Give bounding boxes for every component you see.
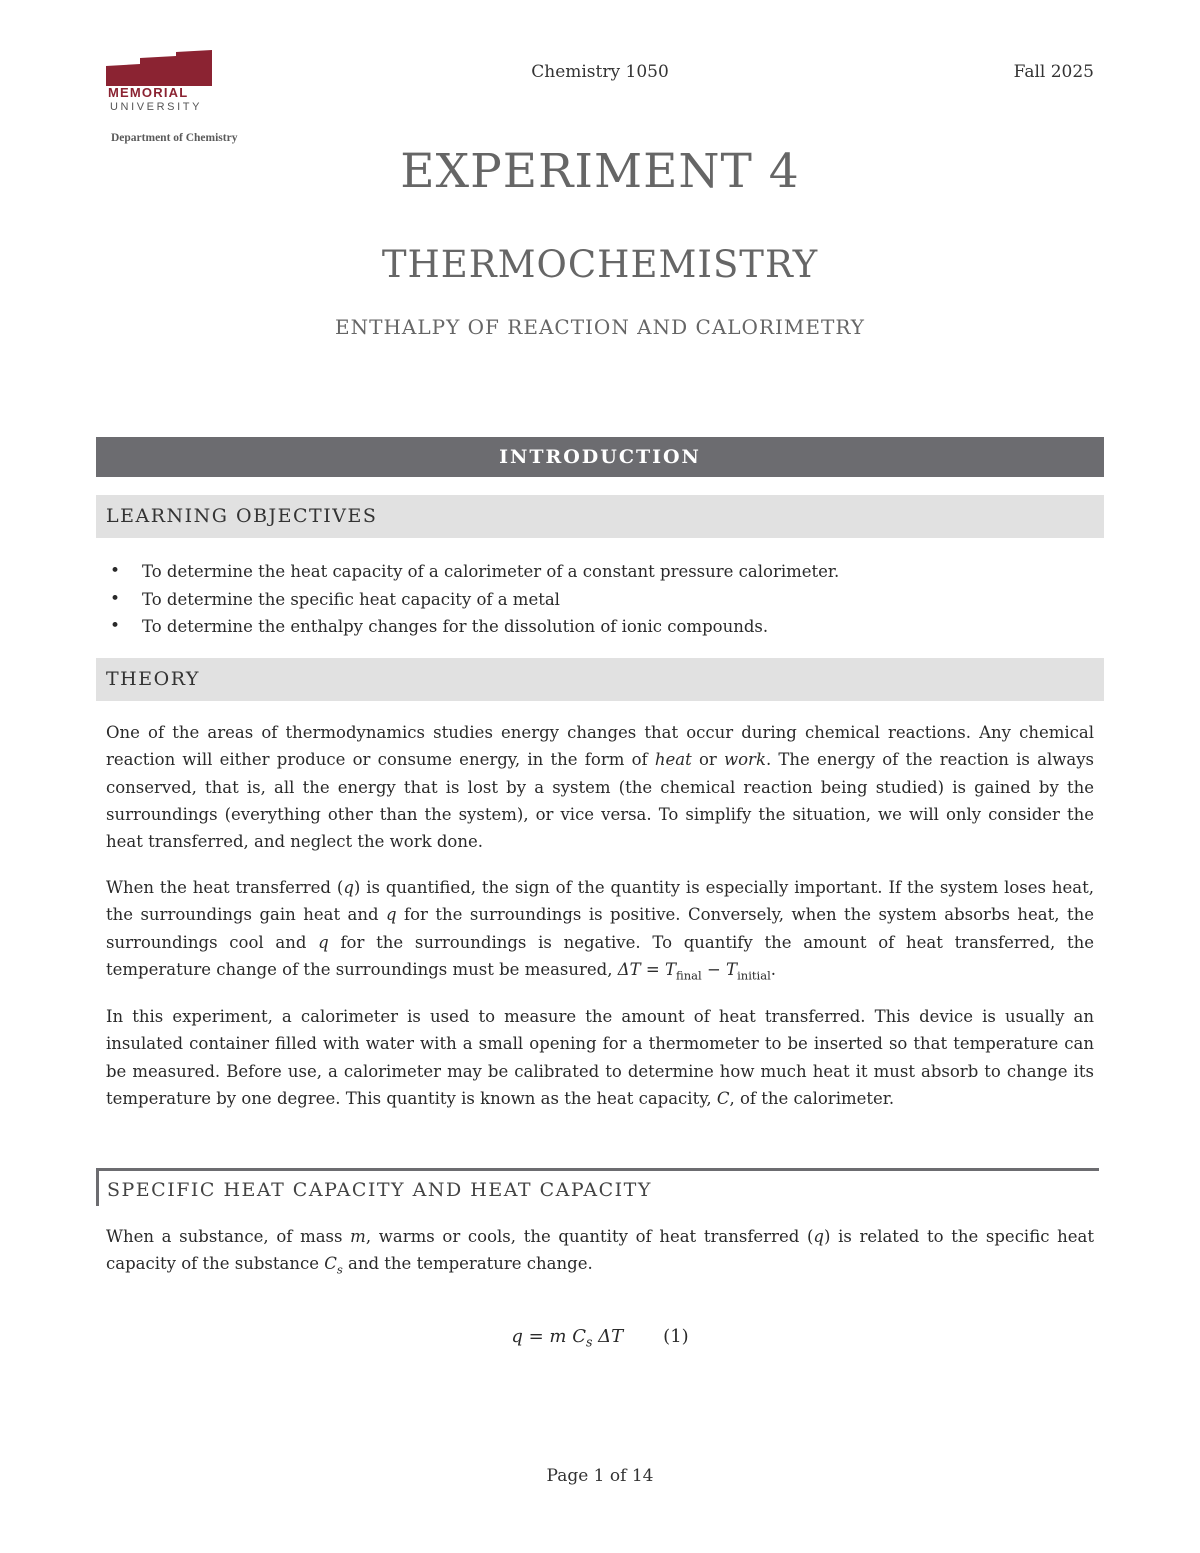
equation-number: (1) [663, 1326, 689, 1347]
header-course: Chemistry 1050 [531, 62, 669, 82]
introduction-banner: INTRODUCTION [96, 437, 1104, 477]
specific-heat-heading: SPECIFIC HEAT CAPACITY AND HEAT CAPACITY [96, 1168, 1099, 1206]
page-number: Page 1 of 14 [546, 1466, 654, 1486]
objectives-list [106, 558, 1086, 641]
theory-heading: THEORY [96, 658, 1104, 701]
topic-title: THERMOCHEMISTRY [381, 243, 819, 286]
list-item: • To determine the enthalpy changes for the dissolution of ionic compounds. [106, 613, 1086, 641]
specific-heat-paragraph: When a substance, of mass m, warms or cools, the quantity of heat transferred (q) is related to the specific heat capacity of the substance $C_s$ and the temperature change. [106, 1227, 1095, 1277]
equation-1: q = m $C_s$ ΔT (1) [511, 1326, 689, 1350]
experiment-title: EXPERIMENT 4 [400, 144, 800, 199]
list-item: • To determine the heat capacity of a calorimeter of a constant pressure calorimeter. [106, 558, 1086, 586]
subtitle: ENTHALPY OF REACTION AND CALORIMETRY [335, 315, 865, 339]
learning-objectives-heading: LEARNING OBJECTIVES [96, 495, 1104, 538]
logo-line2: UNIVERSITY [110, 101, 203, 113]
logo-line1: MEMORIAL [108, 85, 189, 100]
theory-paragraph-2: When the heat transferred (q) is quantified, the sign of the quantity is especially important. If the system loses heat, the surroundings gain heat and q for the surroundings is positive. Conversely, when the system absorbs heat, the surroundings cool and q for the surroundings is negative. To quantify the amount of heat transferred, the temperature change of the surroundings must be measured, $\Delta T = T_{final} - T_{initial}$. [106, 878, 1095, 983]
list-item: • To determine the specific heat capacity of a metal [106, 586, 1086, 614]
theory-paragraph-1: One of the areas of thermodynamics studies energy changes that occur during chemical reactions. Any chemical reaction will either produce or consume energy, in the form of heat or work. The energy of the reaction is always conserved, that is, all the energy that is lost by a system (the chemical reaction being studied) is gained by the surroundings (everything other than the system), or vice versa. To simplify the situation, we will only consider the heat transferred, and neglect the work done. [106, 723, 1094, 852]
header-term: Fall 2025 [1013, 62, 1094, 82]
theory-paragraph-3: In this experiment, a calorimeter is used to measure the amount of heat transferred. This device is usually an insulated container filled with water with a small opening for a thermometer to be inserted so that temperature can be measured. Before use, a calorimeter may be calibrated to determine how much heat it must absorb to change its temperature by one degree. This quantity is known as the heat capacity, C, of the calorimeter. [106, 1007, 1094, 1108]
logo-department: Department of Chemistry [111, 132, 238, 144]
